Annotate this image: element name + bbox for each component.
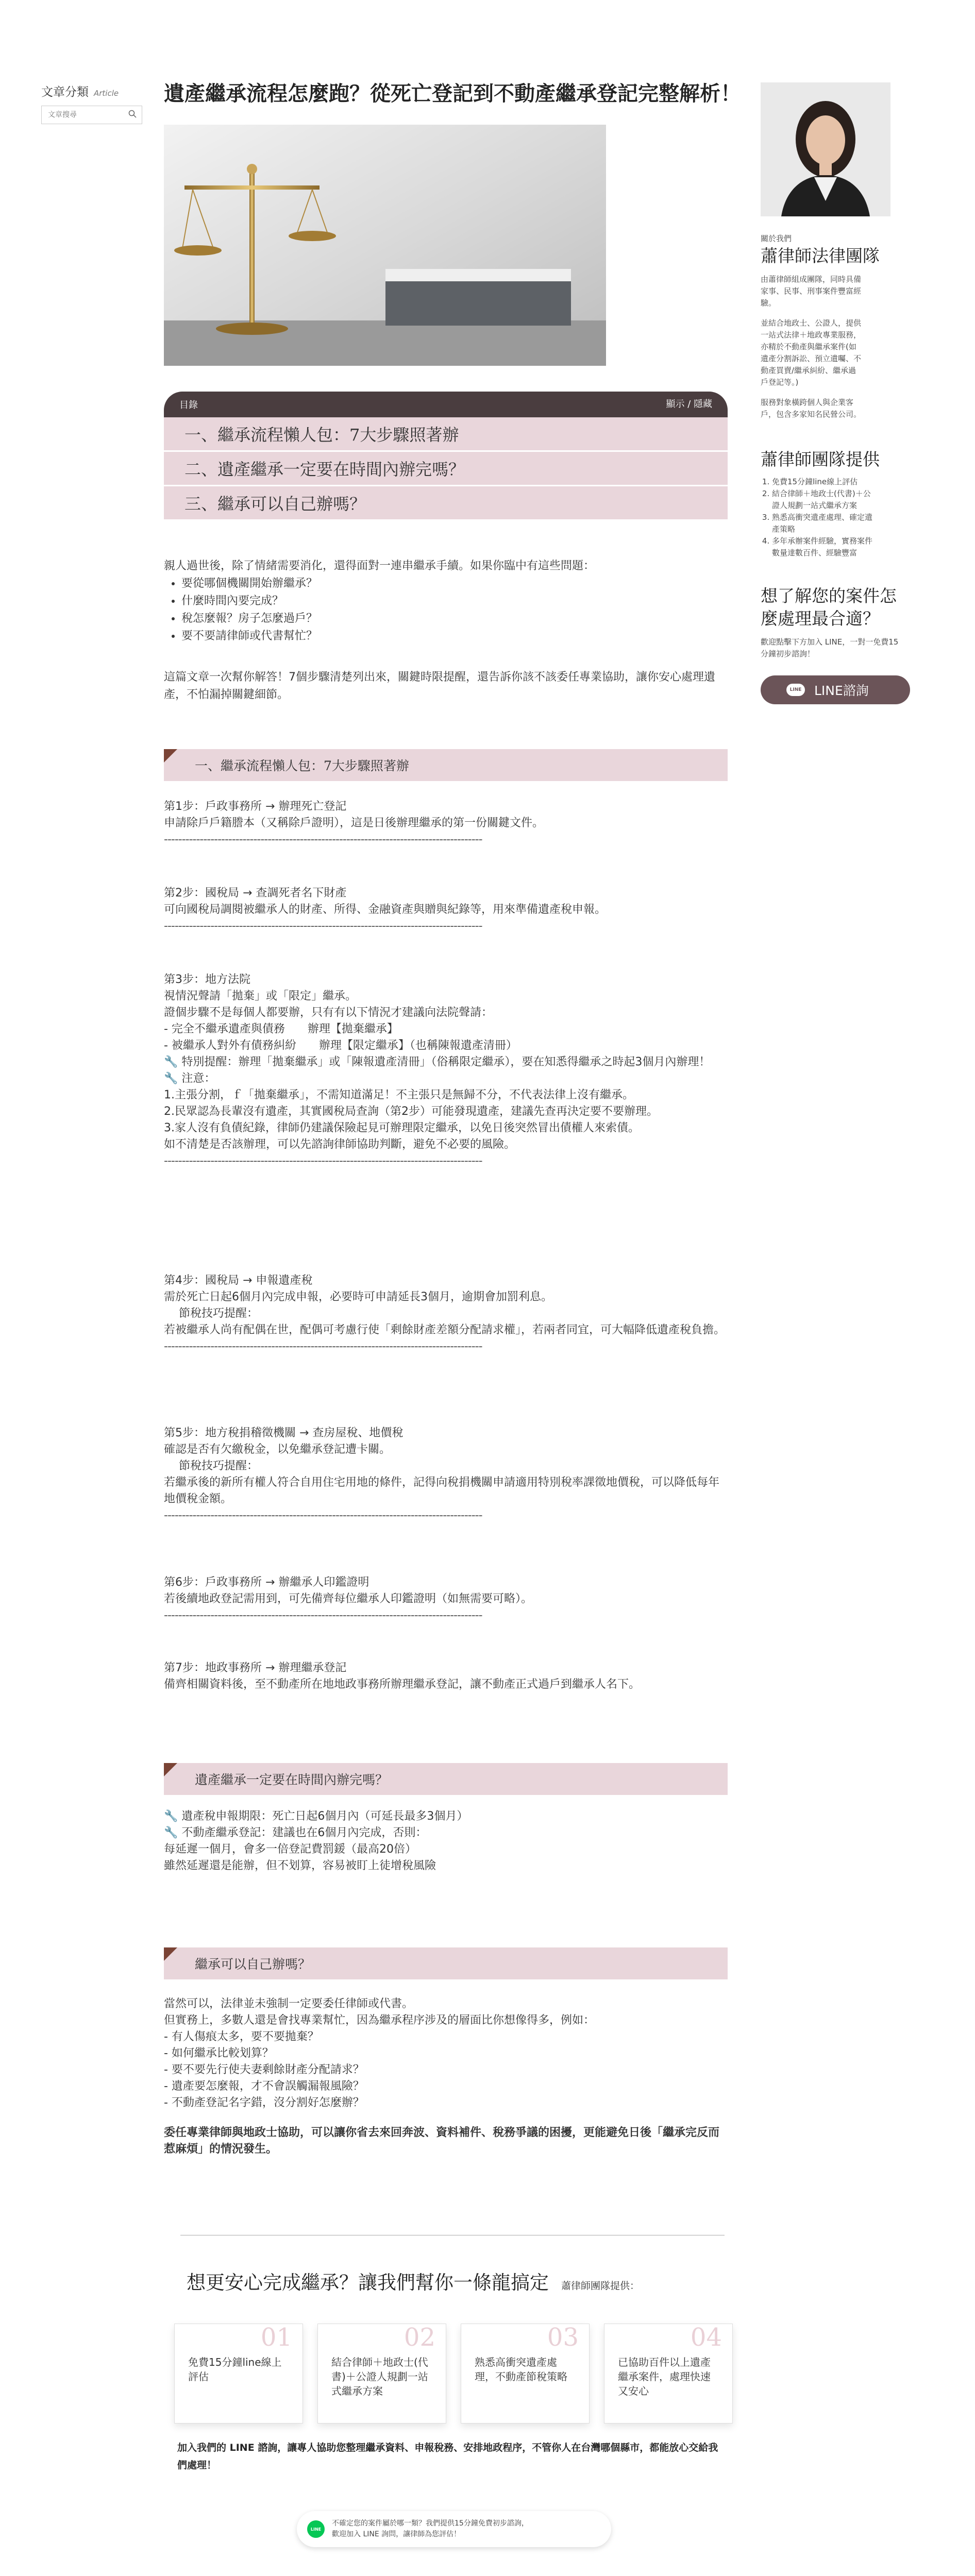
cta-card-2 <box>317 2324 446 2424</box>
toc-item-1[interactable]: 一、繼承流程懶人包：7大步驟照著辦 <box>164 417 728 452</box>
line-notice-box[interactable] <box>297 2511 611 2547</box>
section-2-heading <box>164 1763 728 1795</box>
section-2-line: 每延遲一個月，會多一倍登記費罰鍰（最高20倍） <box>164 1843 416 1856</box>
cta-card-number: 04 <box>690 2323 722 2352</box>
step-line: 可向國稅局調閱被繼承人的財產、所得、金融資產與贈與紀錄等，用來準備遺產稅申報。 <box>164 903 607 916</box>
cta-heading <box>187 2267 728 2295</box>
step-line: 節稅技巧提醒： <box>164 1460 258 1472</box>
section-3-line: - 要不要先行使夫妻剩餘財產分配請求？ <box>164 2063 364 2076</box>
step-title: 第1步：戶政事務所 → 辦理死亡登記 <box>164 800 347 813</box>
section-2-body <box>164 1808 728 1874</box>
toc-item-2[interactable]: 二、遺產繼承一定要在時間內辦完嗎？ <box>164 452 728 486</box>
step-line: 2.民眾認為長輩沒有遺產，其實國稅局查詢（第2步）可能發現遺產，建議先查再決定要不要辦理。 <box>164 1105 658 1118</box>
divider: ----------------------------------------------------------------------------------------- <box>164 833 482 846</box>
section-2-line: 雖然延遲還是能辦，但不划算，容易被盯上徒增稅風險 <box>164 1859 436 1872</box>
step-title: 第3步：地方法院 <box>164 973 250 986</box>
step-3 <box>164 972 728 1170</box>
divider: ----------------------------------------------------------------------------------------- <box>164 920 482 933</box>
section-3-emphasis: 委任專業律師與地政士協助，可以讓你省去來回奔波、資料補件、稅務爭議的困擾，更能避免日後「繼承完反而惹麻煩」的情況發生。 <box>164 2126 720 2156</box>
step-title: 第6步：戶政事務所 → 辦繼承人印鑑證明 <box>164 1576 369 1589</box>
section-1-heading <box>164 749 728 781</box>
step-line: 1.主張分割，ｆ「拋棄繼承」，不需知道滿足！不主張只是無歸不分，不代表法律上沒有繼承。 <box>164 1089 634 1101</box>
search-icon[interactable] <box>128 110 137 120</box>
search-input[interactable] <box>47 110 121 120</box>
consult-title: 想了解您的案件怎麼處理最合適？ <box>761 586 897 629</box>
step-line: 若後續地政登記需用到，可先備齊每位繼承人印鑑證明（如無需要可略）。 <box>164 1592 533 1605</box>
step-line: - 被繼承人對外有債務糾紛 辦理【限定繼承】（也稱陳報遺產清冊） <box>164 1039 517 1052</box>
section-2-title: 遺產繼承一定要在時間內辦完嗎？ <box>195 1772 389 1787</box>
intro-bullets <box>164 575 728 645</box>
intro-block <box>164 557 728 704</box>
section-3-title: 繼承可以自己辦嗎？ <box>195 1957 311 1972</box>
step-line: - 完全不繼承遺產與債務 辦理【拋棄繼承】 <box>164 1023 398 1036</box>
divider: ----------------------------------------------------------------------------------------- <box>164 1340 482 1353</box>
section-3-line: - 不動產登記名字錯，沒分割好怎麼辦？ <box>164 2096 364 2109</box>
intro-paragraph: 並結合地政士、公證人，提供一站式法律＋地政專業服務，亦精於不動產與繼承案件(如遺產分割訴訟、預立遺囑、不動產買賣/繼承糾紛、繼承過戶登記等。) <box>761 318 862 387</box>
cta-card-4 <box>604 2324 733 2424</box>
line-consult-button[interactable] <box>761 675 910 704</box>
cta-bold-text: 加入我們的 LINE 諮詢，讓專人協助您整理繼承資料、申報稅務、安排地政程序，不管你人在台灣哪個縣市，都能放心交給我們處理！ <box>177 2442 718 2471</box>
services-title: 蕭律師團隊提供 <box>761 449 880 469</box>
step-line: 若繼承後的新所有權人符合自用住宅用地的條件，記得向稅捐機關申請適用特別稅率課徵地價稅，可以降低每年地價稅金額。 <box>164 1476 720 1505</box>
cta-card-text: 免費15分鐘line線上評估 <box>188 2356 282 2383</box>
service-item: 4. 多年承辦案件經驗，實務案件數量達數百件、經驗豐富 <box>772 535 875 559</box>
service-item: 3. 熟悉高衝突遺產處理、確定遺產策略 <box>772 512 875 535</box>
step-line: 3.家人沒有負債紀錄，律師仍建議保險起見可辦理限定繼承，以免日後突然冒出債權人來索債。 <box>164 1122 640 1134</box>
right-sidebar <box>761 82 911 704</box>
service-item: 2. 結合律師＋地政士(代書)＋公證人規劃一站式繼承方案 <box>772 488 875 512</box>
corner-triangle-icon <box>164 1763 177 1776</box>
section-3-line: - 遺產要怎麼報，才不會誤觸漏報風險？ <box>164 2080 364 2093</box>
intro-label: 關於我們 <box>761 234 792 243</box>
step-line: 🔧 注意： <box>164 1072 216 1085</box>
step-title: 第7步：地政事務所 → 辦理繼承登記 <box>164 1662 347 1674</box>
section-1-title: 一、繼承流程懶人包：7大步驟照著辦 <box>195 758 409 773</box>
category-title: 文章分類 <box>41 86 89 99</box>
line-logo-icon: LINE <box>307 2520 325 2538</box>
step-6 <box>164 1574 728 1624</box>
section-2-line: 🔧 不動產繼承登記：建議也在6個月內完成，否則： <box>164 1826 427 1839</box>
step-1 <box>164 799 728 848</box>
line-notice-line: 歡迎加入 LINE 詢問，讓律師為您評估！ <box>332 2530 461 2538</box>
intro-bullet: • 要不要請律師或代書幫忙？ <box>181 628 728 645</box>
line-notice-line: 不確定您的案件屬於哪一類？我們提供15分鐘免費初步諮詢， <box>332 2519 529 2528</box>
step-line: 確認是否有欠繳稅金，以免繼承登記遭卡關。 <box>164 1443 391 1456</box>
team-name: 蕭律師法律團隊 <box>761 246 880 266</box>
toc-toggle-button[interactable]: 顯示 / 隱藏 <box>666 399 712 410</box>
line-logo-icon: LINE <box>786 684 805 696</box>
line-button-label: LINE諮詢 <box>814 683 869 698</box>
step-line: 節稅技巧提醒： <box>164 1307 258 1320</box>
lawyer-photo <box>761 82 890 216</box>
corner-triangle-icon <box>164 1947 177 1961</box>
section-3-line: - 如何繼承比較划算？ <box>164 2047 274 2060</box>
toc-header <box>164 392 728 417</box>
cta-card-text: 已協助百件以上遺產繼承案件，處理快速又安心 <box>618 2356 711 2397</box>
article-header <box>164 77 741 110</box>
cta-card-number: 02 <box>404 2323 435 2352</box>
step-5 <box>164 1425 728 1524</box>
intro-bullet: • 稅怎麼報？房子怎麼過戶？ <box>181 610 728 628</box>
section-3-line: 但實務上，多數人還是會找專業幫忙，因為繼承程序涉及的層面比你想像得多，例如： <box>164 2014 595 2027</box>
step-7 <box>164 1660 728 1693</box>
step-line: 證個步驟不是每個人都要辦，只有有以下情況才建議向法院聲請： <box>164 1006 493 1019</box>
cta-card-1 <box>174 2324 303 2424</box>
table-of-contents <box>164 392 728 521</box>
services-list <box>761 476 875 559</box>
step-line: 視情況聲請「拋棄」或「限定」繼承。 <box>164 990 357 1003</box>
section-3-heading <box>164 1947 728 1979</box>
left-sidebar <box>41 82 142 124</box>
intro-paragraph: 服務對象橫跨個人與企業客戶，包含多家知名民營公司。 <box>761 398 862 419</box>
toc-label: 目錄 <box>179 400 198 411</box>
cta-card-number: 01 <box>260 2323 292 2352</box>
cta-card-number: 03 <box>547 2323 579 2352</box>
hero-image <box>164 125 606 366</box>
divider: ----------------------------------------------------------------------------------------- <box>164 1155 482 1167</box>
consult-text: 歡迎點擊下方加入 LINE，一對一免費15分鐘初步諮詢！ <box>761 637 899 658</box>
intro-line: 親人過世後，除了情緒需要消化，還得面對一連串繼承手續。如果你臨中有這些問題： <box>164 560 595 572</box>
step-line: 需於死亡日起6個月內完成申報，必要時可申請延長3個月，逾期會加罰利息。 <box>164 1291 552 1303</box>
section-3-line: - 有人傷痕太多，要不要拋棄？ <box>164 2030 319 2043</box>
intro-paragraph: 這篇文章一次幫你解答！7個步驟清楚列出來，關鍵時限提醒，還告訴你該不該委任專業協助，讓你安心處理遺產，不怕漏掉關鍵細節。 <box>164 671 716 701</box>
category-heading <box>41 82 142 99</box>
cta-card-text: 結合律師＋地政士(代書)＋公證人規劃一站式繼承方案 <box>331 2356 428 2397</box>
intro-bullet: • 要從哪個機關開始辦繼承？ <box>181 575 728 592</box>
step-4 <box>164 1273 728 1355</box>
service-item: 1. 免費15分鐘line線上評估 <box>772 476 875 488</box>
divider: ----------------------------------------------------------------------------------------- <box>164 1609 482 1622</box>
section-3-body <box>164 1996 728 2158</box>
corner-triangle-icon <box>164 749 177 762</box>
divider: ----------------------------------------------------------------------------------------- <box>164 1509 482 1522</box>
intro-bullet: • 什麼時間內要完成？ <box>181 592 728 610</box>
category-subtitle: Article <box>94 89 119 98</box>
section-3-line: 當然可以，法律並未強制一定要委任律師或代書。 <box>164 1997 414 2010</box>
cta-card-text: 熟悉高衝突遺產處理，不動產節稅策略 <box>475 2356 567 2383</box>
line-notice-text <box>332 2518 529 2540</box>
step-line: 如不清楚是否該辦理，可以先諮詢律師協助判斷，避免不必要的風險。 <box>164 1138 516 1151</box>
step-line: 備齊相關資料後，至不動產所在地地政事務所辦理繼承登記，讓不動產正式過戶到繼承人名下。 <box>164 1678 641 1691</box>
step-2 <box>164 885 728 935</box>
page-title: 遺產繼承流程怎麼跑？從死亡登記到不動產繼承登記完整解析！ <box>164 81 741 106</box>
intro-paragraph: 由蕭律師組成團隊，同時具備家事、民事、刑事案件豐富經驗。 <box>761 275 862 308</box>
step-title: 第2步：國稅局 → 查調死者名下財產 <box>164 887 347 900</box>
step-line: 🔧 特別提醒：辦理「拋棄繼承」或「陳報遺產清冊」（俗稱限定繼承），要在知悉得繼承之時起3個月內辦理！ <box>164 1056 711 1069</box>
cta-subtitle: 蕭律師團隊提供： <box>561 2280 640 2292</box>
search-box[interactable] <box>41 106 142 124</box>
section-2-line: 🔧 遺產稅申報期限：死亡日起6個月內（可延長最多3個月） <box>164 1810 468 1823</box>
cta-card-3 <box>461 2324 590 2424</box>
toc-item-3[interactable]: 三、繼承可以自己辦嗎？ <box>164 486 728 521</box>
step-line: 若被繼承人尚有配偶在世，配偶可考慮行使「剩餘財產差額分配請求權」，若兩者同宜，可大幅降低遺產稅負擔。 <box>164 1324 726 1336</box>
step-title: 第4步：國稅局 → 申報遺產稅 <box>164 1274 313 1287</box>
step-title: 第5步：地方稅捐稽徵機關 → 查房屋稅、地價稅 <box>164 1427 404 1439</box>
cta-title: 想更安心完成繼承？讓我們幫你一條龍搞定 <box>187 2272 549 2294</box>
step-line: 申請除戶戶籍謄本（又稱除戶證明），這是日後辦理繼承的第一份關鍵文件。 <box>164 817 544 829</box>
